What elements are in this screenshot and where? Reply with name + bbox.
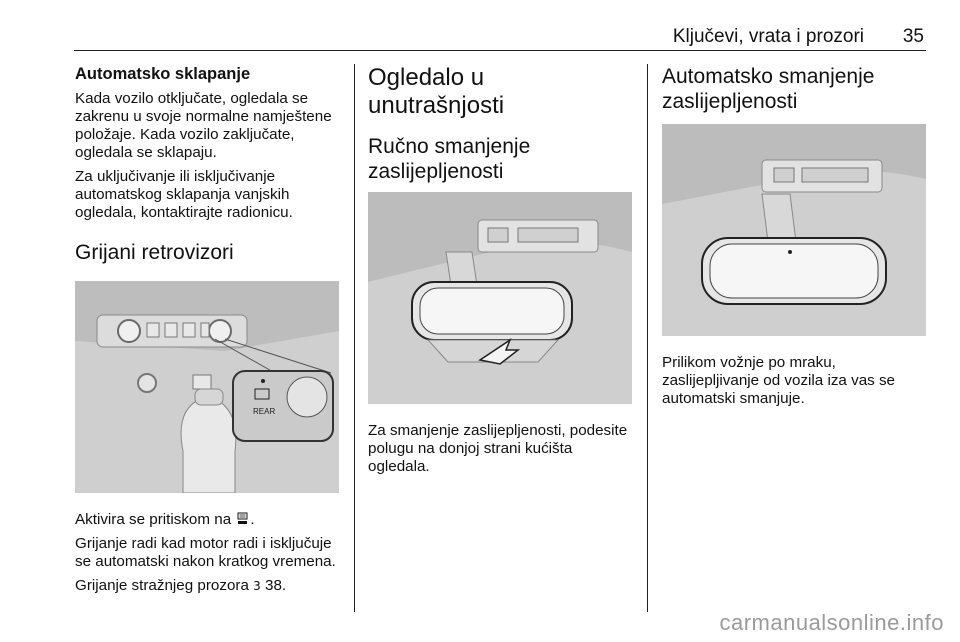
- heading-auto-fold: Automatsko sklapanje: [75, 65, 251, 83]
- paragraph-auto-fold: Kada vozilo otključate, ogledala se zakrenu u svoje normalne namještene položaje. Kada vozilo zaključate, ogledala se sklapaju.: [75, 90, 332, 161]
- watermark: carmanualsonline.info: [719, 610, 944, 635]
- page-ref-number[interactable]: 38.: [265, 577, 287, 594]
- column-2: [368, 64, 634, 482]
- column-divider-1: [354, 64, 355, 612]
- chapter-title: Ključevi, vrata i prozori: [672, 26, 864, 47]
- heading-auto-antidazzle: Automatsko smanjenje zaslijepljenosti: [662, 65, 875, 113]
- heading-heated-mirrors: Grijani retrovizori: [75, 241, 234, 264]
- paragraph-manual-antidazzle: Za smanjenje zaslijepljenosti, podesite polugu na donjoj strani kućišta ogledala.: [368, 422, 628, 475]
- header-divider: [74, 50, 926, 51]
- page-number: 35: [902, 26, 924, 47]
- paragraph-rear-window-ref: [75, 577, 343, 595]
- column-3: [662, 64, 928, 414]
- manual-mirror-figure: [368, 192, 632, 404]
- rear-window-heater-icon: [237, 512, 248, 525]
- column-divider-2: [647, 64, 648, 612]
- paragraph-heating-duration: Grijanje radi kad motor radi i isključuje se automatski nakon kratkog vremena.: [75, 535, 336, 570]
- rear-window-ref-text: Grijanje stražnjeg prozora: [75, 577, 249, 594]
- heading-manual-antidazzle: Ručno smanjenje zaslijepljenosti: [368, 135, 531, 183]
- activate-period: .: [250, 511, 255, 528]
- column-1: [75, 64, 343, 601]
- paragraph-activate: [75, 511, 343, 529]
- heading-interior-mirror: Ogledalo u unutrašnjosti: [368, 64, 505, 119]
- page-header: [74, 26, 926, 48]
- rear-label: REAR: [253, 407, 276, 416]
- paragraph-auto-fold-contact: Za uključivanje ili isključivanje automatskog sklapanja vanjskih ogledala, kontaktirajte radionicu.: [75, 168, 293, 221]
- page-ref-arrow: 3: [253, 579, 261, 593]
- activate-text: Aktivira se pritiskom na: [75, 511, 232, 528]
- auto-mirror-figure: [662, 124, 926, 336]
- heated-mirror-button-figure: [75, 281, 339, 493]
- paragraph-auto-antidazzle: Prilikom vožnje po mraku, zaslijepljivanje od vozila iza vas se automatski smanjuje.: [662, 354, 895, 407]
